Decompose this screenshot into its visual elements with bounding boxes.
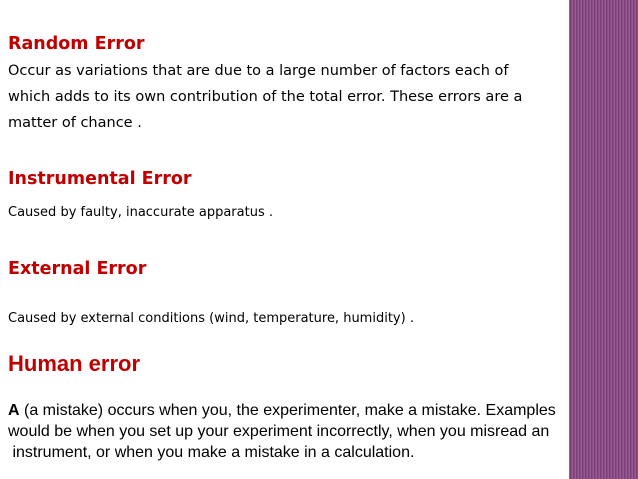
- instrumental-error-heading: Instrumental Error: [8, 169, 192, 189]
- human-error-line-1: [8, 400, 556, 421]
- human-error-line-1-rest: (a mistake) occurs when you, the experimenter, make a mistake. Examples: [19, 402, 556, 419]
- human-error-lead-letter: A: [8, 402, 20, 419]
- human-error-line-2: would be when you set up your experiment incorrectly, when you misread an: [8, 423, 550, 440]
- random-error-line-1: Occur as variations that are due to a large number of factors each of: [8, 63, 509, 79]
- random-error-line-2: which adds to its own contribution of the total error. These errors are a: [8, 89, 523, 105]
- instrumental-error-body: Caused by faulty, inaccurate apparatus .: [8, 205, 273, 220]
- external-error-heading: External Error: [8, 259, 147, 279]
- external-error-body: Caused by external conditions (wind, temperature, humidity) .: [8, 311, 414, 326]
- human-error-line-3: instrument, or when you make a mistake in a calculation.: [8, 444, 415, 461]
- random-error-heading: Random Error: [8, 34, 145, 54]
- decorative-side-stripe: [569, 0, 638, 479]
- random-error-line-3: matter of chance .: [8, 115, 142, 131]
- human-error-heading: Human error: [8, 351, 141, 376]
